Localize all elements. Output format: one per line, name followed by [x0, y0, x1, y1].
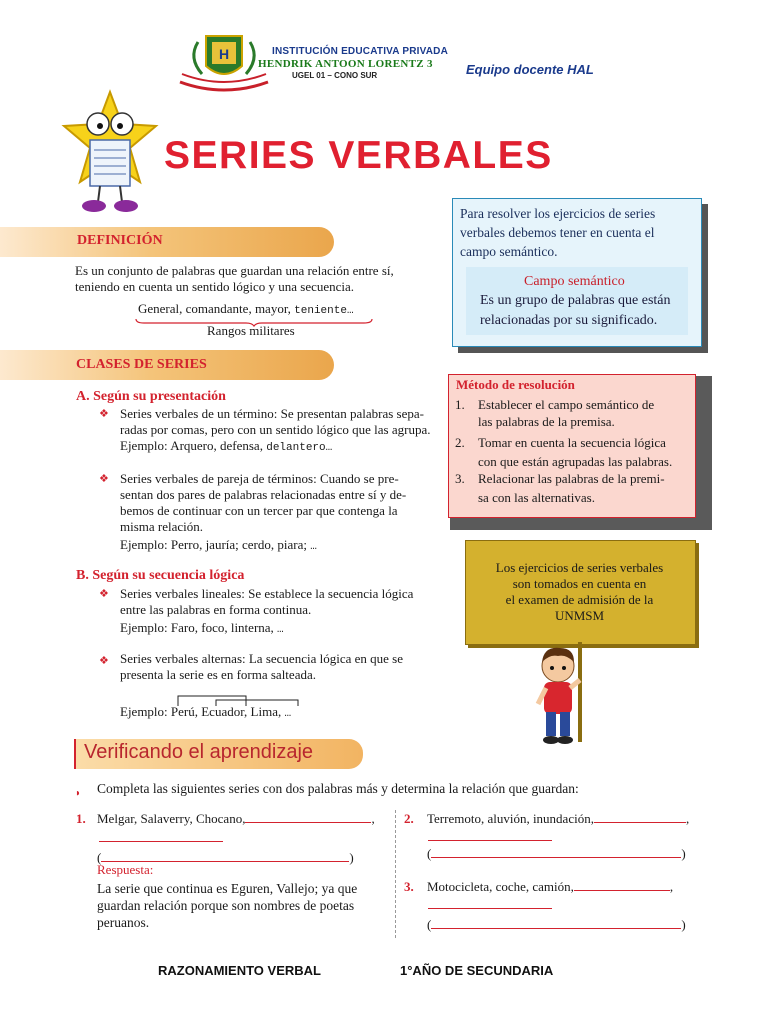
sign-text — [465, 560, 694, 624]
q3-number: 3. — [404, 879, 414, 894]
definition-caption: Rangos militares — [207, 323, 295, 338]
a1-line-2: radas por comas, pero con un sentido lógico que las agrupa. — [120, 422, 431, 437]
footer-subject: RAZONAMIENTO VERBAL — [158, 963, 321, 978]
q2-relation-blank[interactable] — [431, 846, 681, 858]
campo-body-1: Es un grupo de palabras que están — [480, 293, 671, 308]
a1-line-3 — [120, 438, 332, 456]
q2-comma: , — [685, 811, 690, 826]
metodo-step-1-num: 1. — [455, 397, 465, 412]
star-mascot-icon — [60, 88, 160, 220]
section-b-title: B. Según su secuencia lógica — [76, 568, 245, 583]
metodo-step-3-l1: Relacionar las palabras de la premi- — [478, 471, 665, 486]
respuesta-line-3: peruanos. — [97, 915, 150, 930]
campo-intro-1: Para resolver los ejercicios de series — [460, 206, 656, 221]
a1-line-1: Series verbales de un término: Se presentan palabras sepa- — [120, 406, 424, 421]
a1-example-tail: delantero… — [266, 442, 333, 454]
q1-blank-2[interactable] — [99, 830, 223, 842]
instruction-bullet-icon: ◗ — [75, 788, 82, 799]
a2-example-tail: … — [310, 541, 317, 553]
campo-title: Campo semántico — [524, 274, 625, 289]
svg-text:H: H — [218, 46, 230, 62]
b2-example-line — [120, 704, 291, 722]
q2-line — [427, 811, 689, 827]
metodo-title: Método de resolución — [456, 377, 575, 392]
boy-holding-sign-icon — [524, 642, 596, 748]
campo-body-2: relacionadas por su significado. — [480, 313, 658, 328]
metodo-step-2-num: 2. — [455, 435, 465, 450]
school-name: HENDRIK ANTOON LORENTZ 3 — [258, 58, 433, 70]
team-label: Equipo docente HAL — [466, 62, 594, 77]
q3-relation-line — [427, 917, 686, 933]
a2-line-1: Series verbales de pareja de términos: Cuando se pre- — [120, 471, 399, 486]
q3-comma: , — [669, 879, 674, 894]
q3-close: ) — [681, 917, 686, 932]
definition-example-tail: teniente… — [294, 305, 354, 317]
q2-relation-line — [427, 846, 686, 862]
definition-example-words: General, comandante, mayor, — [138, 301, 291, 316]
b2-line-2: presenta la serie es en forma salteada. — [120, 667, 316, 682]
metodo-step-3-num: 3. — [455, 471, 465, 486]
q3-line — [427, 879, 673, 895]
campo-intro-2: verbales debemos tener en cuenta el — [460, 225, 655, 240]
q3-open: ( — [427, 917, 432, 932]
definition-text-1: Es un conjunto de palabras que guardan una relación entre sí, — [75, 263, 394, 278]
b1-example-tail: … — [277, 624, 284, 636]
q3-blank-1[interactable] — [574, 879, 670, 891]
footer-grade: 1°AÑO DE SECUNDARIA — [400, 963, 554, 978]
diamond-bullet-icon: ❖ — [99, 655, 109, 667]
q2-close: ) — [681, 846, 686, 861]
definition-text-2: teniendo en cuenta un sentido lógico y una secuencia. — [75, 279, 355, 294]
campo-intro-3: campo semántico. — [460, 244, 558, 259]
a2-line-3: bemos de continuar con un tercer par que contenga la — [120, 503, 398, 518]
instruction-text: Completa las siguientes series con dos palabras más y determina la relación que guardan: — [97, 781, 579, 796]
column-divider — [395, 810, 396, 938]
q1-comma: , — [371, 811, 375, 826]
sign-line-2: son tomados en cuenta en — [512, 576, 647, 591]
q2-blank-2[interactable] — [428, 829, 552, 841]
q1-number: 1. — [76, 811, 86, 826]
q1-blank-1[interactable] — [245, 811, 371, 823]
q3-text: Motocicleta, coche, camión, — [427, 879, 574, 894]
q2-text: Terremoto, aluvión, inundación, — [427, 811, 594, 826]
b2-example: Ejemplo: Perú, Ecuador, Lima, — [120, 704, 282, 719]
b1-line-3 — [120, 620, 284, 638]
metodo-step-2-l2: con que están agrupadas las palabras. — [478, 454, 673, 469]
page-title: SERIES VERBALES — [164, 134, 553, 177]
q2-number: 2. — [404, 811, 414, 826]
b1-line-2: entre las palabras en forma continua. — [120, 602, 312, 617]
a2-line-2: sentan dos pares de palabras relacionadas entre sí y de- — [120, 487, 407, 502]
q3-relation-blank[interactable] — [431, 917, 681, 929]
verificando-heading: Verificando el aprendizaje — [84, 741, 314, 763]
q1-close: ) — [349, 850, 354, 865]
q2-open: ( — [427, 846, 432, 861]
section-a-title: A. Según su presentación — [76, 389, 226, 404]
a2-line-5 — [120, 537, 317, 555]
sign-line-3: el examen de admisión de la — [505, 592, 654, 607]
sign-line-4: UNMSM — [554, 608, 605, 623]
respuesta-line-1: La serie que continua es Eguren, Vallejo; ya que — [97, 881, 358, 896]
a2-example: Ejemplo: Perro, jauría; cerdo, piara; — [120, 537, 307, 552]
diamond-bullet-icon: ❖ — [99, 473, 109, 485]
respuesta-label: Respuesta: — [97, 862, 154, 877]
a1-example: Ejemplo: Arquero, defensa, — [120, 438, 263, 453]
q1-text: Melgar, Salaverry, Chocano, — [97, 811, 246, 826]
ugel-label: UGEL 01 – CONO SUR — [292, 71, 378, 80]
metodo-step-1-l2: las palabras de la premisa. — [478, 414, 615, 429]
b1-example: Ejemplo: Faro, foco, linterna, — [120, 620, 274, 635]
q2-blank-1[interactable] — [594, 811, 686, 823]
diamond-bullet-icon: ❖ — [99, 408, 109, 420]
metodo-step-3-l2: sa con las alternativas. — [478, 490, 595, 505]
metodo-step-1-l1: Establecer el campo semántico de — [478, 397, 655, 412]
definition-heading: DEFINICIÓN — [77, 233, 163, 248]
respuesta-line-2: guardan relación porque son nombres de poetas — [97, 898, 355, 913]
q3-blank-2[interactable] — [428, 897, 552, 909]
q1-line — [97, 811, 375, 827]
b2-line-1: Series verbales alternas: La secuencia lógica en que se — [120, 651, 403, 666]
diamond-bullet-icon: ❖ — [99, 588, 109, 600]
institution-name: INSTITUCIÓN EDUCATIVA PRIVADA — [272, 46, 448, 57]
a2-line-4: misma relación. — [120, 519, 204, 534]
b1-line-1: Series verbales lineales: Se establece la secuencia lógica — [120, 586, 414, 601]
q1-open: ( — [97, 850, 102, 865]
clases-heading: CLASES DE SERIES — [76, 357, 207, 372]
metodo-step-2-l1: Tomar en cuenta la secuencia lógica — [478, 435, 666, 450]
definition-band — [0, 227, 334, 257]
q1-relation-blank[interactable] — [101, 850, 349, 862]
b2-example-tail: … — [284, 708, 292, 720]
sign-line-1: Los ejercicios de series verbales — [495, 560, 664, 575]
